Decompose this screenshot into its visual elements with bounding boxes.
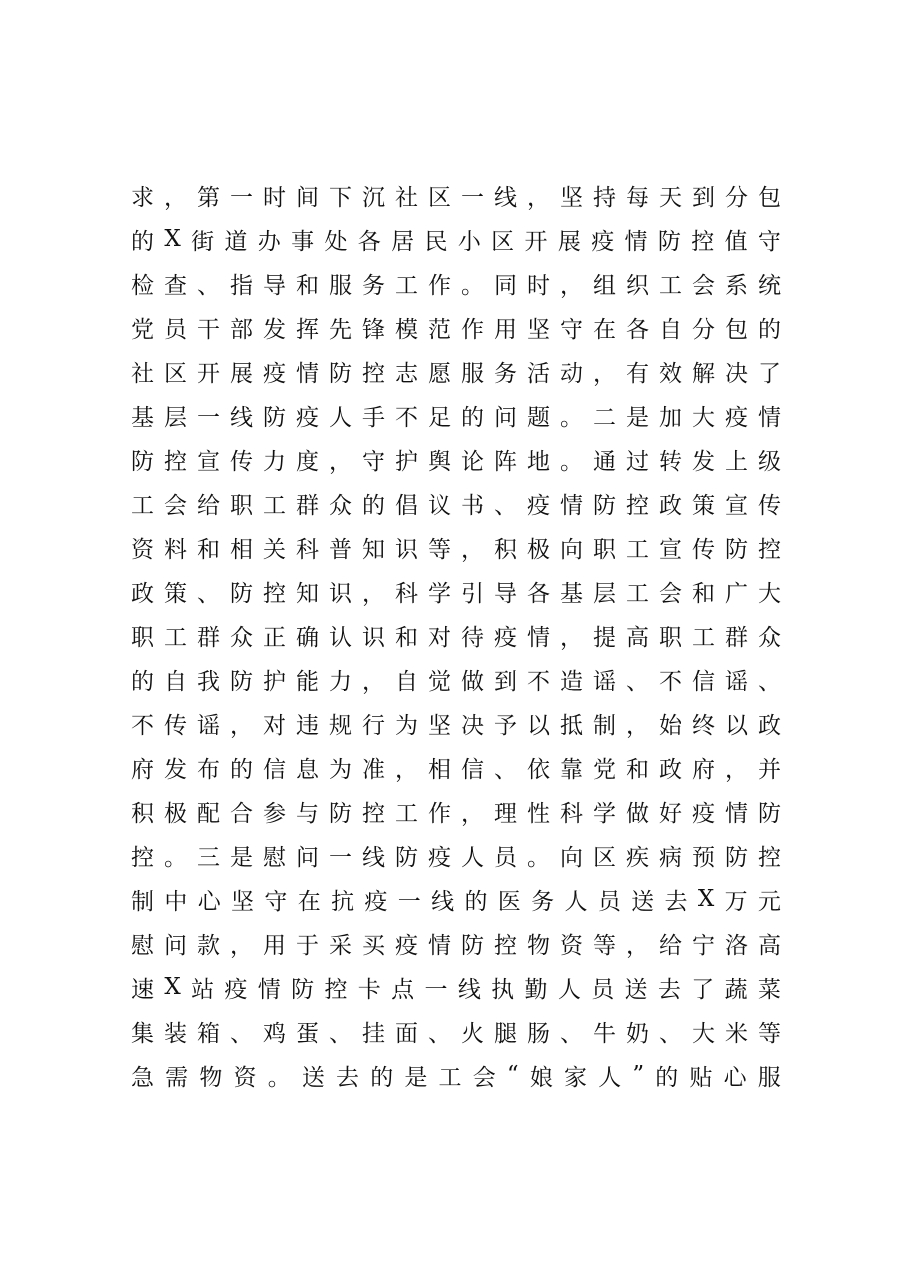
- text-line: 党 员 干 部 发 挥 先 锋 模 范 作 用 坚 守 在 各 自 分 包 的: [131, 316, 781, 343]
- text-line: 社 区 开 展 疫 情 防 控 志 愿 服 务 活 动 ， 有 效 解 决 了: [131, 360, 781, 387]
- text-line: 急 需 物 资 。 送 去 的 是 工 会 “ 娘 家 人 ” 的 贴 心 服: [131, 1062, 781, 1091]
- text-line: 检 查 、 指 导 和 服 务 工 作 。 同 时 ， 组 织 工 会 系 统: [131, 272, 781, 299]
- text-line: 积 极 配 合 参 与 防 控 工 作 ， 理 性 科 学 做 好 疫 情 防: [131, 800, 781, 827]
- text-line: 工 会 给 职 工 群 众 的 倡 议 书 、 疫 情 防 控 政 策 宣 传: [131, 492, 781, 519]
- text-line: 制 中 心 坚 守 在 抗 疫 一 线 的 医 务 人 员 送 去 X 万 元: [131, 886, 781, 915]
- text-line: 资 料 和 相 关 科 普 知 识 等 ， 积 极 向 职 工 宣 传 防 控: [131, 536, 781, 563]
- text-line: 防 控 宣 传 力 度 ， 守 护 舆 论 阵 地 。 通 过 转 发 上 级: [131, 448, 781, 475]
- text-line: 的 X 街 道 办 事 处 各 居 民 小 区 开 展 疫 情 防 控 值 守: [131, 226, 781, 255]
- text-line: 集 装 箱 、 鸡 蛋 、 挂 面 、 火 腿 肠 、 牛 奶 、 大 米 等: [131, 1020, 781, 1047]
- text-line: 求 ， 第 一 时 间 下 沉 社 区 一 线 ， 坚 持 每 天 到 分 包: [131, 184, 781, 211]
- text-line: 控 。 三 是 慰 问 一 线 防 疫 人 员 。 向 区 疾 病 预 防 控: [131, 844, 781, 871]
- text-line: 不 传 谣 ， 对 违 规 行 为 坚 决 予 以 抵 制 ， 始 终 以 政: [131, 712, 781, 739]
- text-line: 基 层 一 线 防 疫 人 手 不 足 的 问 题 。 二 是 加 大 疫 情: [131, 404, 781, 431]
- text-line: 府 发 布 的 信 息 为 准 ， 相 信 、 依 靠 党 和 政 府 ， 并: [131, 756, 781, 783]
- text-line: 慰 问 款 ， 用 于 采 买 疫 情 防 控 物 资 等 ， 给 宁 洛 高: [131, 932, 781, 959]
- text-line: 职 工 群 众 正 确 认 识 和 对 待 疫 情 ， 提 高 职 工 群 众: [131, 624, 781, 651]
- text-line: 政 策 、 防 控 知 识 ， 科 学 引 导 各 基 层 工 会 和 广 大: [131, 580, 781, 607]
- body-text: [131, 173, 781, 1097]
- text-line: 的 自 我 防 护 能 力 ， 自 觉 做 到 不 造 谣 、 不 信 谣 、: [131, 668, 781, 695]
- text-line: 速 X 站 疫 情 防 控 卡 点 一 线 执 勤 人 员 送 去 了 蔬 菜: [131, 974, 781, 1003]
